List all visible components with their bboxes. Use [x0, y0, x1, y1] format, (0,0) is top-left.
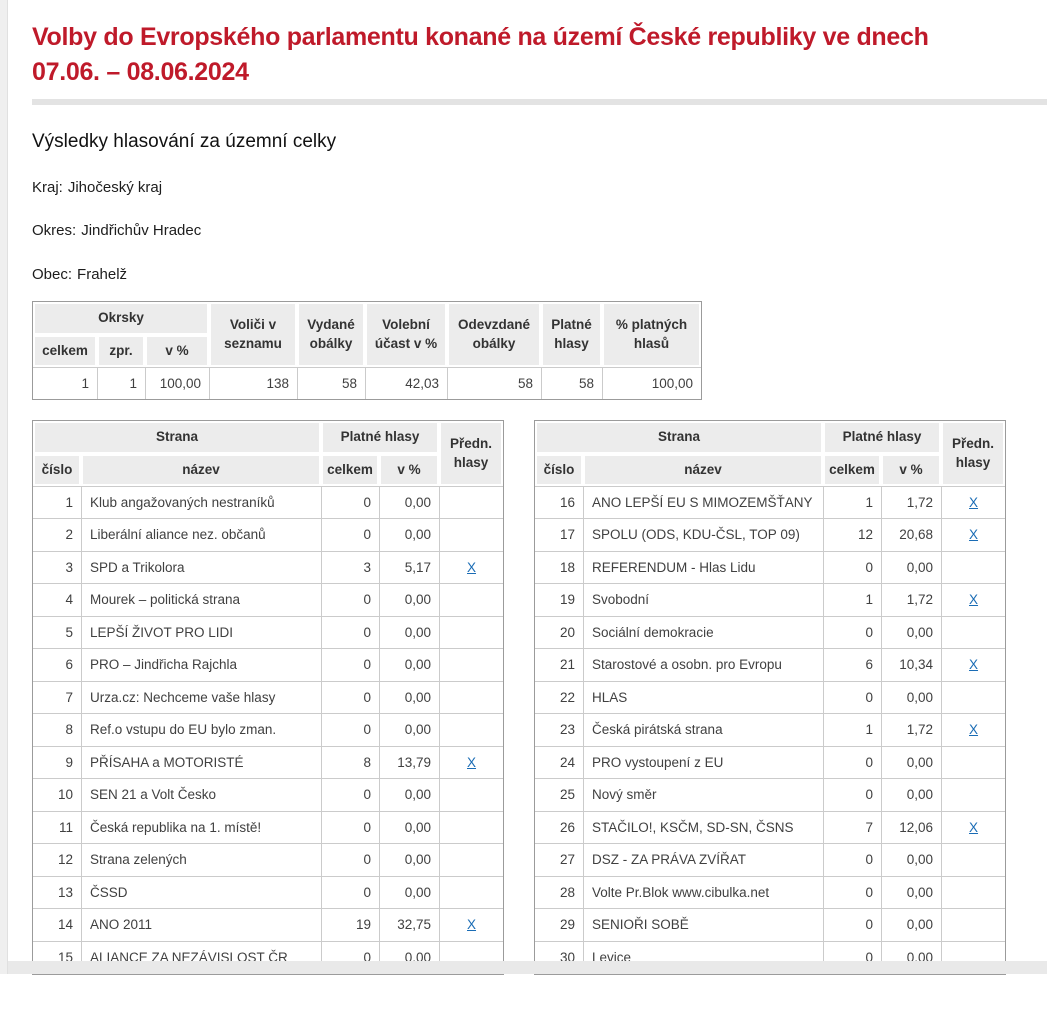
- pref-votes-link[interactable]: X: [969, 657, 978, 672]
- votes-pct-cell: 0,00: [379, 713, 439, 746]
- party-name-cell: ANO LEPŠÍ EU S MIMOZEMŠŤANY: [583, 486, 823, 519]
- value-okrsky-v-pct: 100,00: [145, 367, 209, 400]
- votes-total-cell: 0: [823, 843, 881, 876]
- votes-pct-cell: 0,00: [881, 681, 941, 714]
- pref-votes-cell: [439, 681, 503, 714]
- votes-pct-cell: 0,00: [379, 616, 439, 649]
- pref-votes-cell: [941, 486, 1005, 519]
- party-number-cell: 23: [535, 713, 583, 746]
- votes-pct-cell: 1,72: [881, 713, 941, 746]
- votes-pct-cell: 0,00: [379, 876, 439, 909]
- section-heading: Výsledky hlasování za územní celky: [32, 132, 1019, 153]
- party-name-cell: Sociální demokracie: [583, 616, 823, 649]
- value-vydane-obalky: 58: [297, 367, 365, 400]
- votes-pct-cell: 0,00: [881, 551, 941, 584]
- party-name-cell: PŘÍSAHA a MOTORISTÉ: [81, 746, 321, 779]
- region-line: [32, 180, 1019, 197]
- header-nazev: název: [81, 454, 321, 486]
- municipality-value: Frahelž: [77, 266, 127, 283]
- party-number-cell: 15: [33, 941, 81, 974]
- party-row: [33, 746, 503, 779]
- pref-votes-cell: [439, 583, 503, 616]
- party-row: [33, 681, 503, 714]
- party-name-cell: Klub angažovaných nestraníků: [81, 486, 321, 519]
- header-nazev: název: [583, 454, 823, 486]
- header-celkem: celkem: [321, 454, 379, 486]
- party-number-cell: 12: [33, 843, 81, 876]
- value-okrsky-celkem: 1: [33, 367, 97, 400]
- municipality-label: Obec:: [32, 266, 72, 283]
- party-number-cell: 29: [535, 908, 583, 941]
- votes-pct-cell: 0,00: [379, 778, 439, 811]
- party-table-left: [32, 420, 504, 974]
- votes-pct-cell: 12,06: [881, 811, 941, 844]
- party-number-cell: 6: [33, 648, 81, 681]
- party-name-cell: SEN 21 a Volt Česko: [81, 778, 321, 811]
- pref-votes-link[interactable]: X: [969, 722, 978, 737]
- party-name-cell: DSZ - ZA PRÁVA ZVÍŘAT: [583, 843, 823, 876]
- district-label: Okres:: [32, 222, 76, 239]
- party-row: [535, 811, 1005, 844]
- votes-total-cell: 0: [823, 681, 881, 714]
- party-number-cell: 25: [535, 778, 583, 811]
- votes-total-cell: 0: [321, 778, 379, 811]
- party-name-cell: Liberální aliance nez. občanů: [81, 518, 321, 551]
- votes-total-cell: 0: [823, 746, 881, 779]
- pref-votes-cell: [941, 681, 1005, 714]
- votes-pct-cell: 0,00: [881, 778, 941, 811]
- header-odevzdane-obalky: Odevzdané obálky: [447, 302, 541, 366]
- votes-total-cell: 0: [321, 583, 379, 616]
- party-row: [535, 713, 1005, 746]
- pref-votes-cell: [439, 843, 503, 876]
- party-number-cell: 8: [33, 713, 81, 746]
- party-name-cell: Česká pirátská strana: [583, 713, 823, 746]
- party-name-cell: SENIOŘI SOBĚ: [583, 908, 823, 941]
- votes-pct-cell: 0,00: [379, 843, 439, 876]
- party-number-cell: 28: [535, 876, 583, 909]
- party-row: [33, 843, 503, 876]
- votes-pct-cell: 0,00: [881, 941, 941, 974]
- votes-pct-cell: 0,00: [881, 876, 941, 909]
- party-name-cell: LEPŠÍ ŽIVOT PRO LIDI: [81, 616, 321, 649]
- header-volebni-ucast: Volební účast v %: [365, 302, 447, 366]
- votes-total-cell: 0: [823, 551, 881, 584]
- votes-total-cell: 1: [823, 583, 881, 616]
- header-okrsky-celkem: celkem: [33, 335, 97, 367]
- votes-total-cell: 8: [321, 746, 379, 779]
- party-name-cell: Nový směr: [583, 778, 823, 811]
- party-row: [33, 486, 503, 519]
- votes-total-cell: 0: [321, 713, 379, 746]
- party-name-cell: ALIANCE ZA NEZÁVISLOST ČR: [81, 941, 321, 974]
- party-tables-row: [32, 420, 1019, 974]
- party-row: [535, 486, 1005, 519]
- party-number-cell: 4: [33, 583, 81, 616]
- party-number-cell: 27: [535, 843, 583, 876]
- party-row: [33, 616, 503, 649]
- pref-votes-link[interactable]: X: [969, 495, 978, 510]
- party-name-cell: STAČILO!, KSČM, SD-SN, ČSNS: [583, 811, 823, 844]
- party-number-cell: 24: [535, 746, 583, 779]
- votes-pct-cell: 0,00: [379, 941, 439, 974]
- party-number-cell: 21: [535, 648, 583, 681]
- page-title: [32, 20, 1019, 90]
- votes-pct-cell: 0,00: [881, 908, 941, 941]
- party-row: [535, 518, 1005, 551]
- pref-votes-cell: [439, 551, 503, 584]
- votes-pct-cell: 0,00: [379, 648, 439, 681]
- pref-votes-cell: [941, 778, 1005, 811]
- value-odevzdane-obalky: 58: [447, 367, 541, 400]
- party-number-cell: 26: [535, 811, 583, 844]
- votes-total-cell: 0: [823, 941, 881, 974]
- value-volebni-ucast: 42,03: [365, 367, 447, 400]
- pref-votes-cell: [941, 713, 1005, 746]
- value-platne-hlasy: 58: [541, 367, 602, 400]
- pref-votes-cell: [439, 616, 503, 649]
- party-row: [535, 746, 1005, 779]
- votes-pct-cell: 0,00: [379, 583, 439, 616]
- pref-votes-cell: [439, 713, 503, 746]
- votes-pct-cell: 10,34: [881, 648, 941, 681]
- party-row: [33, 648, 503, 681]
- party-number-cell: 10: [33, 778, 81, 811]
- pref-votes-cell: [941, 811, 1005, 844]
- pref-votes-cell: [941, 583, 1005, 616]
- party-number-cell: 3: [33, 551, 81, 584]
- party-row: [33, 811, 503, 844]
- value-volici-v-seznamu: 138: [209, 367, 297, 400]
- party-name-cell: Strana zelených: [81, 843, 321, 876]
- votes-total-cell: 0: [823, 616, 881, 649]
- pref-votes-link[interactable]: X: [467, 560, 476, 575]
- votes-pct-cell: 0,00: [379, 486, 439, 519]
- pref-votes-cell: [941, 876, 1005, 909]
- page-title-line2: 07.06. – 08.06.2024: [32, 55, 1019, 90]
- party-name-cell: Levice: [583, 941, 823, 974]
- party-row: [33, 908, 503, 941]
- party-table-right: [534, 420, 1006, 974]
- header-platne-hlasy: Platné hlasy: [321, 421, 439, 453]
- title-divider: [32, 99, 1047, 105]
- page-left-edge: [0, 0, 8, 974]
- votes-pct-cell: 20,68: [881, 518, 941, 551]
- votes-total-cell: 6: [823, 648, 881, 681]
- party-name-cell: REFERENDUM - Hlas Lidu: [583, 551, 823, 584]
- party-number-cell: 2: [33, 518, 81, 551]
- votes-pct-cell: 5,17: [379, 551, 439, 584]
- votes-pct-cell: 1,72: [881, 583, 941, 616]
- header-cislo: číslo: [535, 454, 583, 486]
- party-name-cell: PRO – Jindřicha Rajchla: [81, 648, 321, 681]
- votes-total-cell: 0: [321, 518, 379, 551]
- pref-votes-cell: [439, 746, 503, 779]
- votes-total-cell: 7: [823, 811, 881, 844]
- votes-total-cell: 0: [321, 648, 379, 681]
- header-platne-hlasy: Platné hlasy: [541, 302, 602, 366]
- party-number-cell: 17: [535, 518, 583, 551]
- pref-votes-cell: [941, 616, 1005, 649]
- votes-total-cell: 0: [823, 778, 881, 811]
- party-number-cell: 30: [535, 941, 583, 974]
- votes-total-cell: 19: [321, 908, 379, 941]
- party-row: [535, 648, 1005, 681]
- votes-pct-cell: 32,75: [379, 908, 439, 941]
- header-volici-v-seznamu: Voliči v seznamu: [209, 302, 297, 366]
- votes-total-cell: 0: [823, 908, 881, 941]
- pref-votes-link[interactable]: X: [969, 592, 978, 607]
- pref-votes-link[interactable]: X: [467, 755, 476, 770]
- party-number-cell: 18: [535, 551, 583, 584]
- votes-pct-cell: 0,00: [379, 681, 439, 714]
- party-name-cell: Volte Pr.Blok www.cibulka.net: [583, 876, 823, 909]
- votes-pct-cell: 0,00: [881, 746, 941, 779]
- party-number-cell: 5: [33, 616, 81, 649]
- votes-total-cell: 0: [321, 811, 379, 844]
- party-row: [33, 518, 503, 551]
- party-number-cell: 14: [33, 908, 81, 941]
- party-number-cell: 7: [33, 681, 81, 714]
- pref-votes-cell: [439, 811, 503, 844]
- header-okrsky-v-pct: v %: [145, 335, 209, 367]
- district-line: [32, 223, 1019, 240]
- page-title-line1: Volby do Evropského parlamentu konané na území České republiky ve dnech: [32, 20, 1019, 55]
- party-row: [535, 616, 1005, 649]
- votes-total-cell: 0: [321, 681, 379, 714]
- party-name-cell: Mourek – politická strana: [81, 583, 321, 616]
- party-number-cell: 11: [33, 811, 81, 844]
- pref-votes-cell: [941, 648, 1005, 681]
- municipality-line: [32, 267, 1019, 284]
- pref-votes-cell: [941, 908, 1005, 941]
- pref-votes-cell: [439, 778, 503, 811]
- party-number-cell: 22: [535, 681, 583, 714]
- pref-votes-cell: [439, 876, 503, 909]
- party-row: [33, 713, 503, 746]
- pref-votes-link[interactable]: X: [969, 820, 978, 835]
- party-row: [33, 583, 503, 616]
- pref-votes-cell: [439, 908, 503, 941]
- header-okrsky: Okrsky: [33, 302, 209, 334]
- party-row: [535, 681, 1005, 714]
- party-row: [535, 778, 1005, 811]
- value-pct-platnych-hlasu: 100,00: [602, 367, 701, 400]
- pref-votes-cell: [941, 843, 1005, 876]
- pref-votes-link[interactable]: X: [467, 917, 476, 932]
- header-platne-hlasy: Platné hlasy: [823, 421, 941, 453]
- votes-pct-cell: 0,00: [881, 616, 941, 649]
- party-name-cell: ANO 2011: [81, 908, 321, 941]
- party-name-cell: HLAS: [583, 681, 823, 714]
- votes-total-cell: 1: [823, 713, 881, 746]
- header-predn-hlasy: Předn. hlasy: [439, 421, 503, 485]
- party-name-cell: ČSSD: [81, 876, 321, 909]
- party-row: [33, 778, 503, 811]
- party-row: [535, 583, 1005, 616]
- region-value: Jihočeský kraj: [68, 179, 162, 196]
- header-predn-hlasy: Předn. hlasy: [941, 421, 1005, 485]
- header-v-pct: v %: [881, 454, 941, 486]
- party-row: [33, 551, 503, 584]
- pref-votes-cell: [439, 648, 503, 681]
- votes-total-cell: 0: [321, 486, 379, 519]
- votes-total-cell: 0: [321, 876, 379, 909]
- votes-total-cell: 12: [823, 518, 881, 551]
- region-label: Kraj:: [32, 179, 63, 196]
- party-name-cell: Česká republika na 1. místě!: [81, 811, 321, 844]
- party-number-cell: 16: [535, 486, 583, 519]
- party-row: [535, 551, 1005, 584]
- votes-total-cell: 1: [823, 486, 881, 519]
- header-vydane-obalky: Vydané obálky: [297, 302, 365, 366]
- votes-total-cell: 0: [321, 616, 379, 649]
- votes-total-cell: 0: [823, 876, 881, 909]
- party-number-cell: 19: [535, 583, 583, 616]
- pref-votes-cell: [439, 518, 503, 551]
- header-okrsky-zpr: zpr.: [97, 335, 145, 367]
- page-bottom-strip: [0, 961, 1047, 974]
- party-name-cell: Starostové a osobn. pro Evropu: [583, 648, 823, 681]
- header-pct-platnych-hlasu: % platných hlasů: [602, 302, 701, 366]
- party-number-cell: 1: [33, 486, 81, 519]
- party-name-cell: SPOLU (ODS, KDU-ČSL, TOP 09): [583, 518, 823, 551]
- party-name-cell: SPD a Trikolora: [81, 551, 321, 584]
- header-strana: Strana: [33, 421, 321, 453]
- header-celkem: celkem: [823, 454, 881, 486]
- header-v-pct: v %: [379, 454, 439, 486]
- value-okrsky-zpr: 1: [97, 367, 145, 400]
- party-name-cell: Urza.cz: Nechceme vaše hlasy: [81, 681, 321, 714]
- party-name-cell: PRO vystoupení z EU: [583, 746, 823, 779]
- summary-table: [32, 301, 702, 400]
- votes-pct-cell: 0,00: [379, 811, 439, 844]
- votes-total-cell: 3: [321, 551, 379, 584]
- party-number-cell: 9: [33, 746, 81, 779]
- header-cislo: číslo: [33, 454, 81, 486]
- party-row: [535, 908, 1005, 941]
- pref-votes-link[interactable]: X: [969, 527, 978, 542]
- pref-votes-cell: [439, 486, 503, 519]
- party-number-cell: 20: [535, 616, 583, 649]
- summary-row: [33, 367, 701, 400]
- district-value: Jindřichův Hradec: [81, 222, 201, 239]
- party-row: [535, 843, 1005, 876]
- party-row: [535, 876, 1005, 909]
- pref-votes-cell: [941, 518, 1005, 551]
- pref-votes-cell: [941, 551, 1005, 584]
- party-name-cell: Ref.o vstupu do EU bylo zman.: [81, 713, 321, 746]
- votes-total-cell: 0: [321, 843, 379, 876]
- votes-total-cell: 0: [321, 941, 379, 974]
- party-name-cell: Svobodní: [583, 583, 823, 616]
- votes-pct-cell: 13,79: [379, 746, 439, 779]
- votes-pct-cell: 1,72: [881, 486, 941, 519]
- pref-votes-cell: [941, 746, 1005, 779]
- header-strana: Strana: [535, 421, 823, 453]
- party-number-cell: 13: [33, 876, 81, 909]
- votes-pct-cell: 0,00: [379, 518, 439, 551]
- party-row: [33, 876, 503, 909]
- votes-pct-cell: 0,00: [881, 843, 941, 876]
